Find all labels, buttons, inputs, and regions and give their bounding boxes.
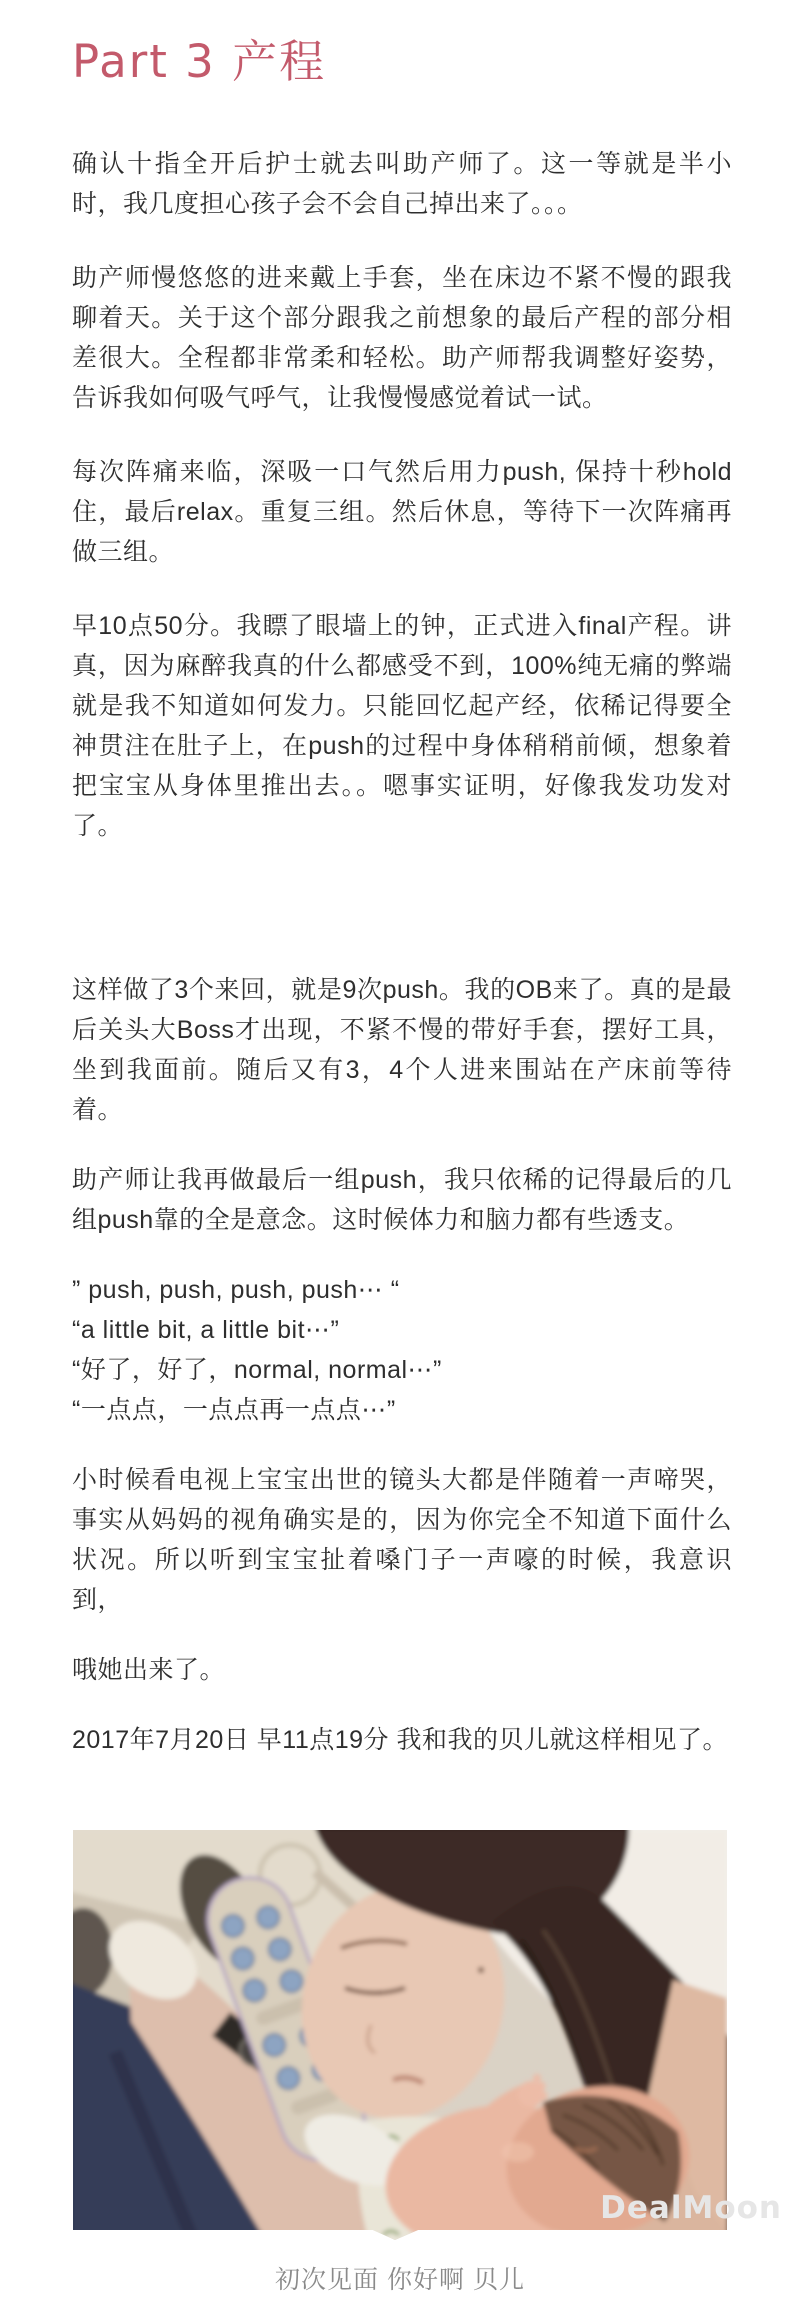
birth-photo-illustration	[73, 1830, 727, 2240]
birth-photo[interactable]	[73, 1830, 727, 2240]
paragraph: 确认十指全开后护士就去叫助产师了。这一等就是半小时，我几度担心孩子会不会自己掉出来了。。。	[72, 150, 732, 218]
paragraph: 2017年7月20日 早11点19分 我和我的贝儿就这样相见了。	[72, 1726, 728, 1754]
paragraph: 小时候看电视上宝宝出世的镜头大都是伴随着一声啼哭，事实从妈妈的视角确实是的，因为你完全不知道下面什么状况。所以听到宝宝扯着嗓门子一声嚎的时候，我意识到，	[72, 1466, 732, 1614]
quote-line: “一点点，一点点再一点点⋯”	[72, 1396, 396, 1424]
paragraph: 每次阵痛来临，深吸一口气然后用力push, 保持十秒hold住，最后relax。重复三组。然后休息，等待下一次阵痛再做三组。	[72, 458, 732, 566]
paragraph: 助产师慢悠悠的进来戴上手套，坐在床边不紧不慢的跟我聊着天。关于这个部分跟我之前想象的最后产程的部分相差很大。全程都非常柔和轻松。助产师帮我调整好姿势，告诉我如何吸气呼气，让我慢慢感觉着试一试。	[72, 264, 732, 412]
quote-line: ” push, push, push, push⋯ “	[72, 1276, 400, 1304]
paragraph: 哦她出来了。	[72, 1656, 226, 1684]
dialogue-quotes	[72, 1270, 732, 1430]
article-content	[0, 36, 800, 2298]
photo-caption: 初次见面 你好啊 贝儿	[275, 2266, 525, 2294]
quote-line: “好了，好了，normal, normal⋯”	[72, 1356, 442, 1384]
paragraph: 早10点50分。我瞟了眼墙上的钟，正式进入final产程。讲真，因为麻醉我真的什么都感受不到，100%纯无痛的弊端就是我不知道如何发力。只能回忆起产经，依稀记得要全神贯注在肚子上，在push的过程中身体稍稍前倾，想象着把宝宝从身体里推出去。。嗯事实证明，好像我发功发对了。	[72, 612, 732, 840]
spacer	[72, 880, 732, 970]
article-page	[0, 35, 800, 2294]
section-title: Part 3 产程	[72, 35, 327, 88]
dealmoon-watermark: DealMoon	[600, 2190, 782, 2226]
quote-line: “a little bit, a little bit⋯”	[72, 1316, 340, 1344]
paragraph: 这样做了3个来回，就是9次push。我的OB来了。真的是最后关头大Boss才出现，不紧不慢的带好手套，摆好工具，坐到我面前。随后又有3，4个人进来围站在产床前等待着。	[72, 976, 732, 1124]
paragraph: 助产师让我再做最后一组push，我只依稀的记得最后的几组push靠的全是意念。这时候体力和脑力都有些透支。	[72, 1166, 732, 1234]
